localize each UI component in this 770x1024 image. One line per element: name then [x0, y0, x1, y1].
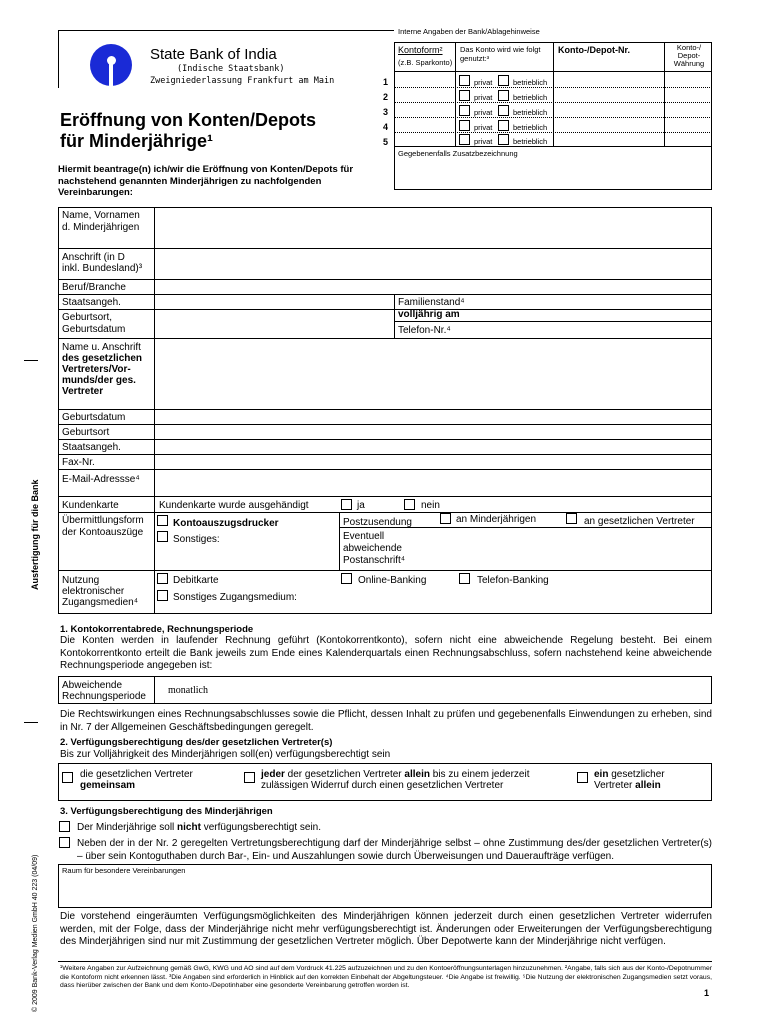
privat-checkbox[interactable] — [459, 134, 470, 145]
v-fax-label: Fax-Nr. — [62, 457, 95, 468]
page-title-line1: Eröffnung von Konten/Depots — [60, 110, 316, 130]
familienstand-label: Familienstand⁴ — [398, 297, 465, 308]
v-staatsangeh-label: Staatsangeh. — [62, 442, 121, 453]
privat-checkbox[interactable] — [459, 120, 470, 131]
page-title-line2: für Minderjährige¹ — [60, 131, 214, 151]
intro-text: Hiermit beantrage(n) ich/wir die Eröffnung von Konten/Depots für nachstehend genannten Minderjährigen zu nachfolgenden Vereinbarungen: — [58, 164, 354, 198]
col-kontoform-sub: (z.B. Sparkonto) — [398, 58, 453, 67]
fold-mark — [24, 360, 38, 361]
postzusendung-label: Postzusendung — [343, 517, 412, 528]
row-number: 4 — [383, 122, 389, 132]
betrieblich-checkbox[interactable] — [498, 134, 509, 145]
privat-checkbox[interactable] — [459, 75, 470, 86]
betrieblich-checkbox[interactable] — [498, 90, 509, 101]
anschrift-label: Anschrift (in D — [62, 252, 125, 263]
v-geburtsdatum-label: Geburtsdatum — [62, 412, 126, 423]
kontoauszugsdrucker-label: Kontoauszugsdrucker — [173, 518, 279, 529]
telefon-banking-checkbox[interactable] — [459, 573, 470, 584]
staatsangeh-input[interactable] — [155, 295, 393, 309]
vertreter-label-1: Name u. Anschrift — [62, 342, 141, 353]
privat-checkbox[interactable] — [459, 90, 470, 101]
staatsangeh-label: Staatsangeh. — [62, 297, 121, 308]
opt3-line1: ein gesetzlicher — [594, 769, 665, 780]
section1-heading: 1. Kontokorrentabrede, Rechnungsperiode — [60, 624, 254, 635]
eventuell-label: Eventuell — [343, 531, 385, 542]
section3-heading: 3. Verfügungsberechtigung des Minderjährigen — [60, 806, 273, 817]
telefon-banking-label: Telefon-Banking — [477, 575, 549, 586]
ein-allein-checkbox[interactable] — [577, 772, 588, 783]
geburtsort-input[interactable] — [155, 310, 393, 338]
opt2-line1: jeder der gesetzlichen Vertreter allein bis zu einem jederzeit — [261, 769, 530, 780]
uebermittlung-label: Übermittlungsform — [62, 515, 144, 526]
uebermittlung-label-2: der Kontoauszüge — [62, 527, 144, 538]
vertreter-label-5: Vertreter — [62, 386, 104, 397]
betrieblich-label: betrieblich — [513, 78, 548, 87]
an-vertreter-label: an gesetzlichen Vertreter — [584, 516, 695, 527]
row-number: 3 — [383, 107, 389, 117]
kundenkarte-text: Kundenkarte wurde ausgehändigt — [159, 500, 309, 511]
an-vertreter-checkbox[interactable] — [566, 513, 577, 524]
section2-sub: Bis zur Volljährigkeit des Minderjährigen soll(en) verfügungsberechtigt sein — [60, 749, 391, 760]
row-number: 2 — [383, 92, 389, 102]
betrieblich-label: betrieblich — [513, 108, 548, 117]
sonstiges-zugang-label: Sonstiges Zugangsmedium: — [173, 592, 297, 603]
opt2-line2: zulässigen Widerruf durch einen gesetzlichen Vertreter — [261, 780, 504, 791]
betrieblich-label: betrieblich — [513, 93, 548, 102]
verfuegungsberechtigt-checkbox[interactable] — [59, 837, 70, 848]
ja-label: ja — [357, 500, 365, 511]
opt1-line2: gemeinsam — [80, 780, 136, 791]
eventuell-label-3: Postanschrift⁴ — [343, 555, 406, 566]
footnote: ¹Weitere Angaben zur Aufzeichnung gemäß GwG, KWG und AO sind auf dem Vordruck 41.225 aufzuzeichnen und zu den Kontoeröffnungsunterlagen hinzuzunehmen. ²Angabe, falls sich aus der Konto-/Depotnummer die Kontoform nicht erkennen lässt. ³Die Angaben sind erforderlich in Hinblick auf den korrekten Einbehalt der Abgeltungsteuer. ⁴Die Angabe ist freiwillig. ⁵Die Nutzung der elektronischen Zugangsmedien setzt voraus, dass hierüber zwischen der Bank und dem Konto-/Depotinhaber eine gesonderte Vereinbarung getroffen worden ist. — [60, 965, 712, 989]
vertreter-label-2: des gesetzlichen — [62, 353, 143, 364]
an-minderjaehrigen-checkbox[interactable] — [440, 513, 451, 524]
privat-label: privat — [474, 123, 493, 132]
kundenkarte-label: Kundenkarte — [62, 500, 119, 511]
name-input[interactable] — [155, 208, 711, 248]
v-email-label: E-Mail-Adressse⁴ — [62, 474, 140, 485]
betrieblich-checkbox[interactable] — [498, 75, 509, 86]
betrieblich-checkbox[interactable] — [498, 120, 509, 131]
v-geburtsort-label: Geburtsort — [62, 427, 110, 438]
fold-mark — [24, 722, 38, 723]
beruf-label: Beruf/Branche — [62, 282, 126, 293]
zusatz-label: Gegebenenfalls Zusatzbezeichnung — [398, 149, 518, 158]
section2-heading: 2. Verfügungsberechtigung des/der gesetzlichen Vertreter(s) — [60, 737, 333, 748]
side-label: Ausfertigung für die Bank — [30, 479, 40, 590]
anschrift-label-2: inkl. Bundesland)³ — [62, 263, 143, 274]
eventuell-label-2: abweichende — [343, 543, 402, 554]
sonstiges-checkbox[interactable] — [157, 531, 168, 542]
section3-opt1: Der Minderjährige soll nicht verfügungsberechtigt sein. — [77, 822, 322, 833]
telefon-label: Telefon-Nr.⁴ — [398, 325, 451, 336]
nutzung-label-3: Zugangsmedien⁴ — [62, 597, 139, 608]
sonstiges-label: Sonstiges: — [173, 534, 220, 545]
privat-label: privat — [474, 137, 493, 146]
ja-checkbox[interactable] — [341, 499, 352, 510]
col-kontonr: Konto-/Depot-Nr. — [558, 45, 630, 55]
rechnungsperiode-value[interactable]: monatlich — [168, 685, 208, 696]
kontoauszugsdrucker-checkbox[interactable] — [157, 515, 168, 526]
bank-name: State Bank of India — [150, 46, 277, 63]
geburtsdatum-label: Geburtsdatum — [62, 324, 126, 335]
section1-text: Die Konten werden in laufender Rechnung geführt (Kontokorrentkonto), sofern nicht eine abweichende Regelung besteht. Bei einem Kontokorrentkonto erteilt die Bank jeweils zum Ende eines Kalenderquartals einen Rechnungsabschluss, sofern nachstehend keine abweichende Rechnungsperiode angegeben ist: — [60, 635, 712, 671]
abweichende-label: Abweichende — [62, 680, 123, 691]
bank-subtitle: (Indische Staatsbank) — [177, 64, 285, 74]
geburtsort-label: Geburtsort, — [62, 312, 113, 323]
col-waehrung: Konto-/ Depot- Währung — [673, 43, 705, 68]
jeder-checkbox[interactable] — [244, 772, 255, 783]
name-label-2: d. Minderjährigen — [62, 222, 140, 233]
nein-checkbox[interactable] — [404, 499, 415, 510]
opt3-line2: Vertreter allein — [594, 780, 661, 791]
beruf-input[interactable] — [155, 280, 711, 294]
an-minderjaehrigen-label: an Minderjährigen — [456, 514, 537, 525]
bank-branch: Zweigniederlassung Frankfurt am Main — [150, 76, 335, 86]
nicht-verfuegungsberechtigt-checkbox[interactable] — [59, 821, 70, 832]
betrieblich-label: betrieblich — [513, 123, 548, 132]
online-banking-checkbox[interactable] — [341, 573, 352, 584]
nein-label: nein — [421, 500, 440, 511]
section1-after: Die Rechtswirkungen eines Rechnungsabschlusses sowie die Pflicht, dessen Inhalt zu prüfen und gegebenenfalls Einwendungen zu erheben, sind in Nr. 7 der Allgemeinen Geschäftsbedingungen geregelt. — [60, 709, 712, 733]
copyright-label: © 2009 Bank-Verlag Medien GmbH 40 223 (04/09) — [32, 854, 39, 1012]
gemeinsam-checkbox[interactable] — [62, 772, 73, 783]
privat-label: privat — [474, 108, 493, 117]
section3-final: Die vorstehend eingeräumten Verfügungsmöglichkeiten des Minderjährigen können jederzeit durch einen gesetzlichen Vertreter widerrufen werden, mit der Folge, dass der Minderjährige nicht mehr verfügungsberechtigt ist. Änderungen oder Erweiterungen der Verfügungsberechtigung des Minderjährigen sind nur mit Zustimmung der gesetzlichen Vertreter möglich. Über Depotwerte kann der Minderjährige nicht verfügen. — [60, 911, 712, 947]
row-number: 5 — [383, 137, 389, 147]
name-label: Name, Vornamen — [62, 210, 140, 221]
nutzung-label-2: elektronischer — [62, 586, 125, 597]
rechnungsperiode-box — [58, 676, 712, 704]
vertreter-input[interactable] — [155, 339, 711, 409]
row-number: 1 — [383, 77, 389, 87]
page-number: 1 — [704, 988, 710, 998]
debitkarte-checkbox[interactable] — [157, 573, 168, 584]
betrieblich-checkbox[interactable] — [498, 105, 509, 116]
internal-header-label: Interne Angaben der Bank/Ablagehinweise — [398, 27, 540, 36]
privat-checkbox[interactable] — [459, 105, 470, 116]
online-banking-label: Online-Banking — [358, 575, 427, 586]
privat-label: privat — [474, 78, 493, 87]
col-genutzt: Das Konto wird wie folgt genutzt:³ — [460, 45, 541, 63]
nutzung-label: Nutzung — [62, 575, 100, 586]
sonstiges-zugang-checkbox[interactable] — [157, 590, 168, 601]
debitkarte-label: Debitkarte — [173, 575, 219, 586]
anschrift-input[interactable] — [155, 249, 711, 279]
vertreter-label-3: Vertreters/Vor- — [62, 364, 131, 375]
opt1-line1: die gesetzlichen Vertreter — [80, 769, 193, 780]
rechnungsperiode-label: Rechnungsperiode — [62, 691, 146, 702]
privat-label: privat — [474, 93, 493, 102]
col-kontoform: Kontoform² — [398, 45, 443, 55]
betrieblich-label: betrieblich — [513, 137, 548, 146]
sbi-logo-icon — [90, 44, 132, 86]
vertreter-label-4: munds/der ges. — [62, 375, 136, 386]
raum-label: Raum für besondere Vereinbarungen — [62, 866, 186, 875]
section3-opt2: Neben der in der Nr. 2 geregelten Vertretungsberechtigung darf der Minderjährige selbst – ohne Zustimmung des/der gesetzlichen Vertreter(s) – über sein Kontoguthaben durch Bar-, Ein- und Auszahlungen sowie durch Überweisungen und Daueraufträge verfügen. — [77, 838, 712, 862]
volljaehrig-label: volljährig am — [398, 309, 460, 320]
